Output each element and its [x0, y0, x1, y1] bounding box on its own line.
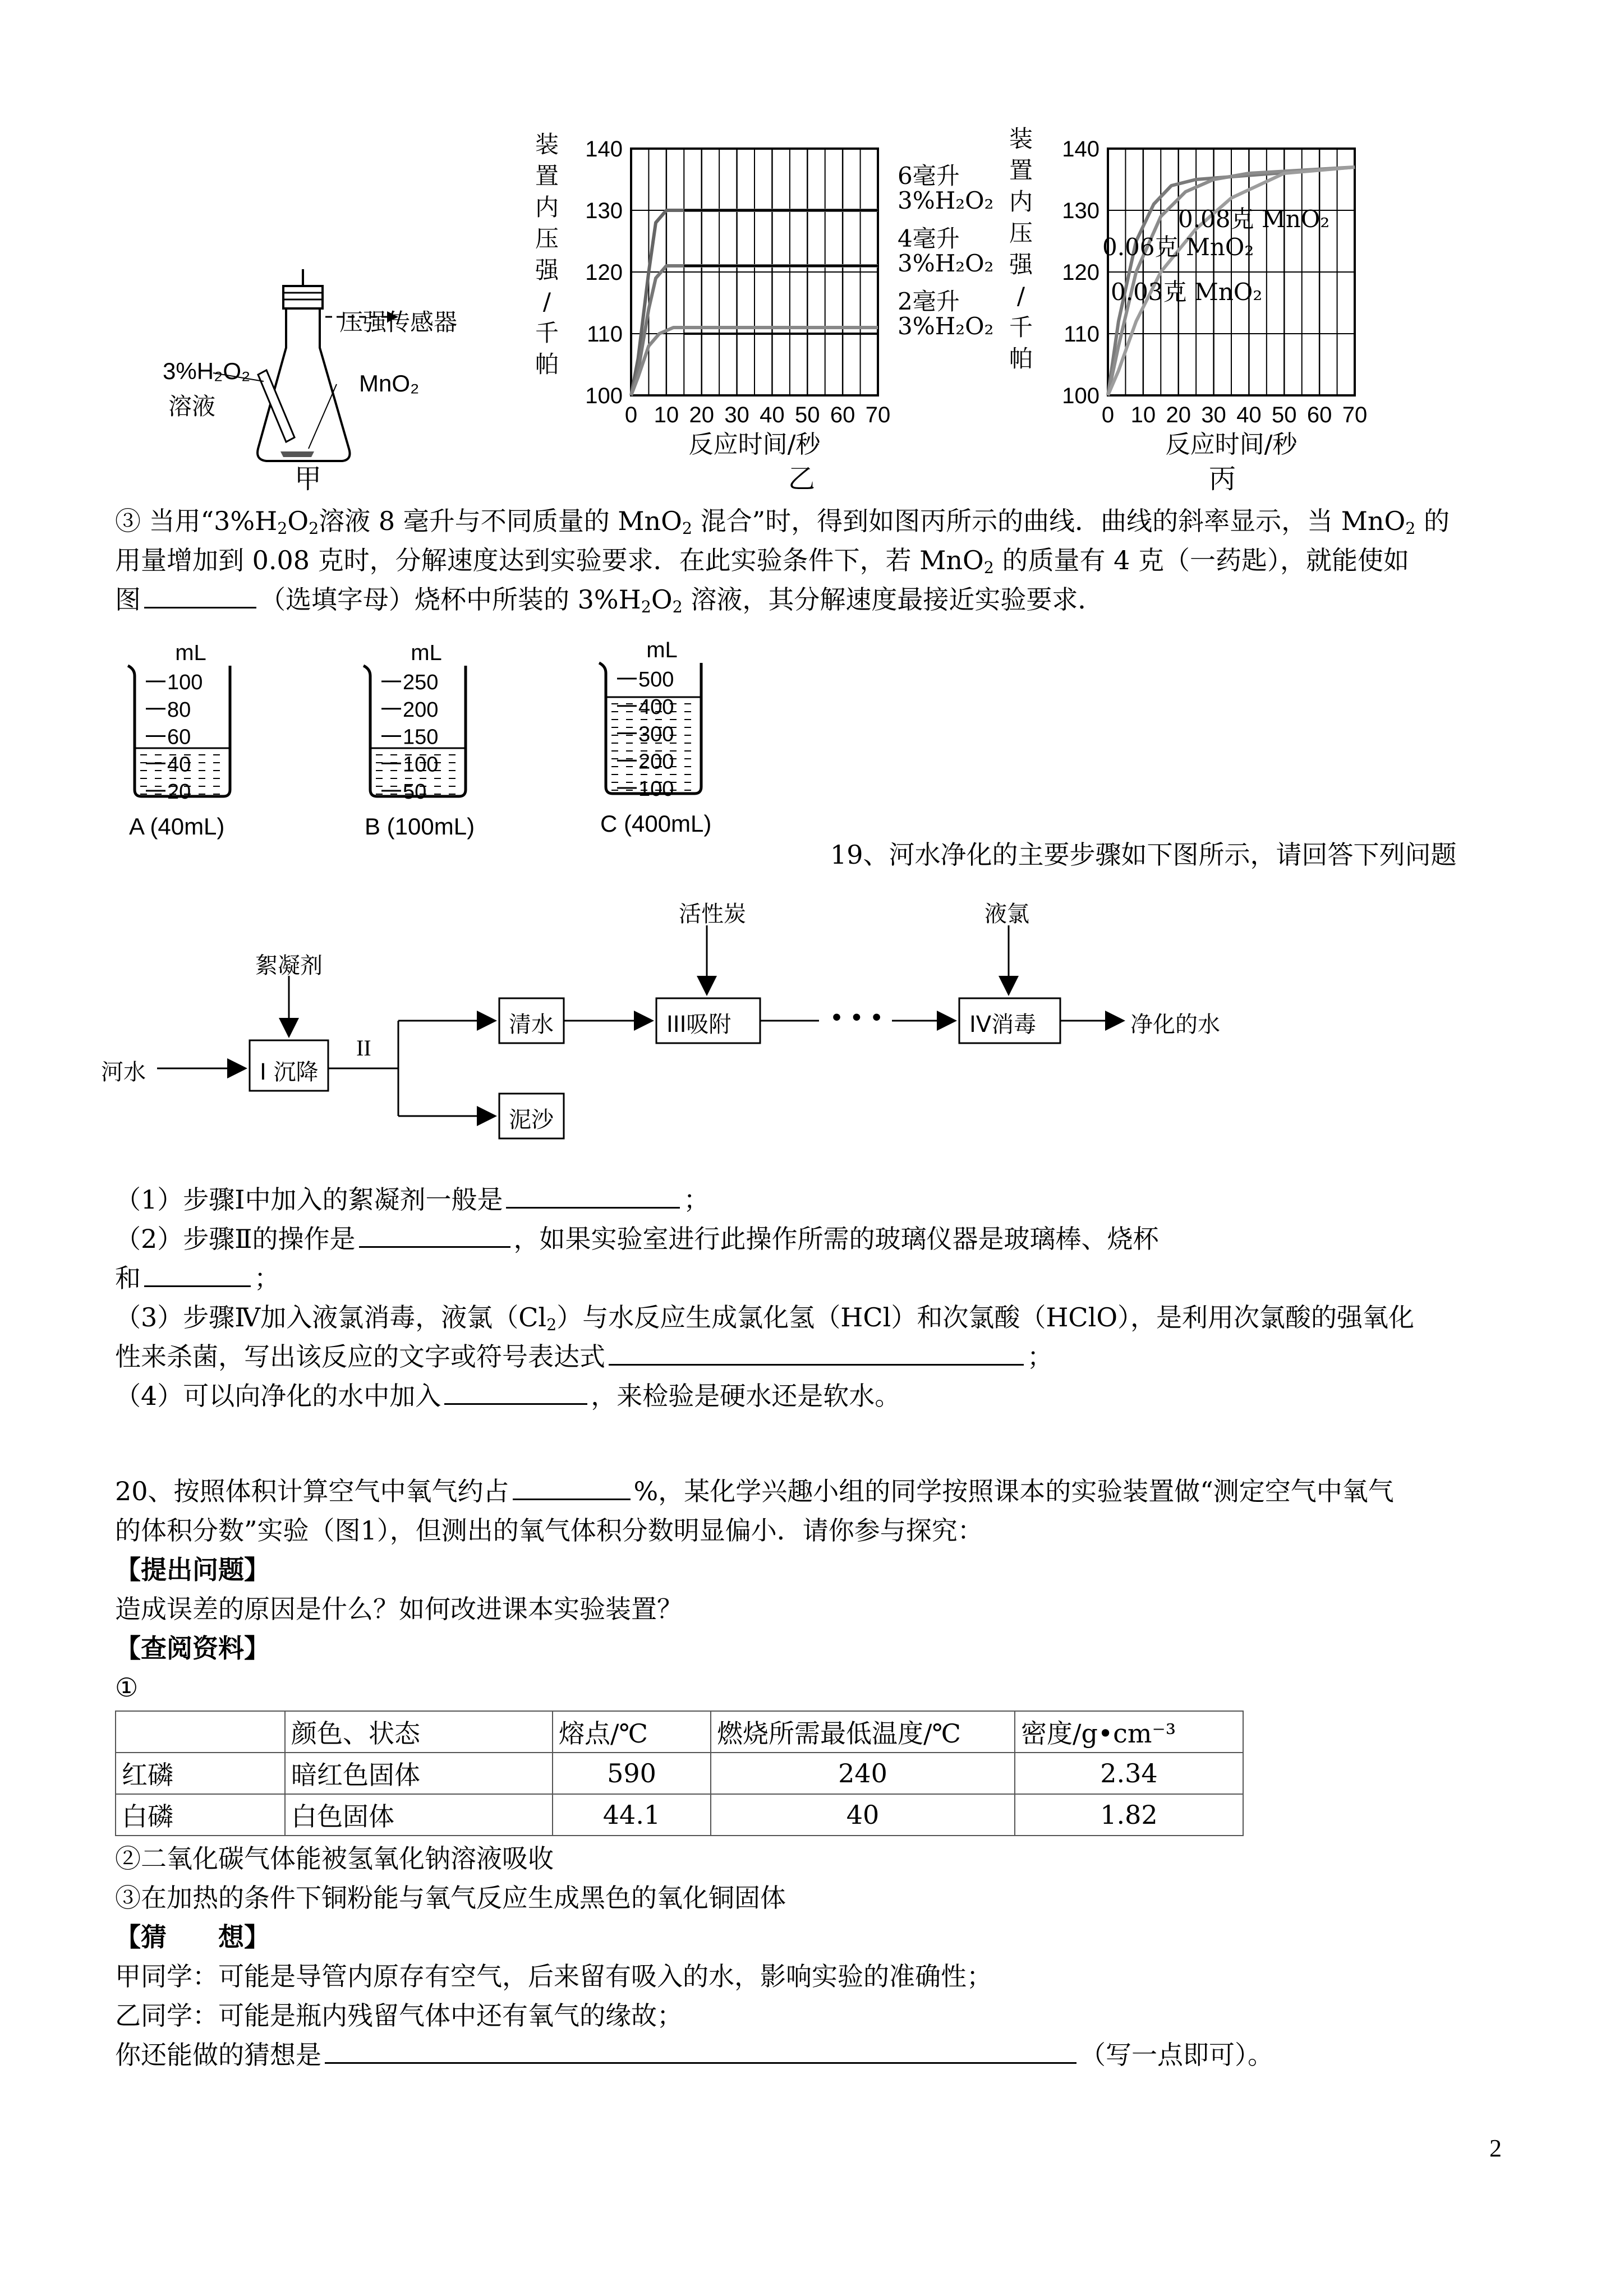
table-header: 密度/g•cm⁻³	[1015, 1711, 1243, 1753]
q19-2-text-b: ，如果实验室进行此操作所需的玻璃仪器是玻璃棒、烧杯	[513, 1224, 1159, 1254]
q20-guess-c-end: （写一点即可）。	[1080, 2040, 1273, 2070]
beaker-drawing	[595, 634, 819, 847]
q19-2-cont	[115, 1259, 280, 1297]
q19-3-end: ；	[1027, 1341, 1053, 1372]
beaker-tick-label: 200	[403, 698, 439, 722]
q19-4-text: （4）可以向净化的水中加入	[115, 1381, 441, 1411]
q19-2-blank-2[interactable]	[144, 1260, 251, 1287]
q20-line1-a: 20、按照体积计算空气中氧气约占	[115, 1476, 509, 1506]
q19-title: 19、河水净化的主要步骤如下图所示，请回答下列问题	[830, 840, 1457, 870]
table-cell: 44.1	[553, 1794, 711, 1836]
beaker-caption: C (400mL)	[600, 810, 712, 837]
q19-3-blank[interactable]	[609, 1338, 1024, 1366]
chart-bing-ylabel	[1007, 123, 1035, 375]
beaker-tick-label: 80	[167, 698, 191, 722]
x-tick-label: 60	[1306, 403, 1332, 427]
beaker-drawing	[359, 645, 583, 847]
beaker-tick-label: 20	[167, 780, 191, 804]
table-cell: 暗红色固体	[285, 1753, 553, 1794]
table-header: 颜色、状态	[285, 1711, 553, 1753]
q19-3-line2	[115, 1338, 1053, 1376]
beaker-tick-label: 60	[167, 725, 191, 749]
y-axis-label-char: 帕	[535, 351, 559, 378]
chart-yi-caption: 乙	[788, 464, 816, 494]
phosphorus-table	[115, 1711, 1244, 1836]
q20-line1	[115, 1472, 1394, 1510]
series-label: 3%H₂O₂	[898, 187, 994, 214]
q19-2-blank[interactable]	[359, 1220, 510, 1248]
table-cell: 白色固体	[285, 1794, 553, 1836]
y-axis-label-char: 置	[1009, 156, 1033, 184]
y-axis-label-char: 压	[535, 225, 559, 252]
y-tick-label: 100	[1062, 384, 1099, 408]
x-tick-label: 30	[1201, 403, 1226, 427]
q20-heading-guess: 【猜 想】	[115, 1922, 270, 1952]
x-tick-label: 40	[760, 403, 785, 427]
q19-1-blank[interactable]	[506, 1181, 680, 1209]
q20-guess-a: 甲同学：可能是导管内原存有空气，后来留有吸入的水，影响实验的准确性；	[115, 1961, 992, 1991]
q19-1	[115, 1181, 709, 1219]
q19-2-end: ；	[254, 1263, 280, 1293]
q19-2-text-c: 和	[115, 1263, 141, 1293]
x-tick-label: 20	[689, 403, 714, 427]
y-axis-label-char: 压	[1009, 219, 1033, 247]
q20-guess-c-text: 你还能做的猜想是	[115, 2040, 321, 2070]
q20-percent-blank[interactable]	[513, 1473, 631, 1500]
chart-bing	[1038, 129, 1531, 465]
flow-output: 净化的水	[1130, 1012, 1220, 1038]
page-number: 2	[1489, 2134, 1502, 2162]
beaker-tick-label: 100	[167, 671, 203, 694]
q19-4-end: ，来检验是硬水还是软水。	[591, 1381, 901, 1411]
series-label: 2毫升	[898, 288, 960, 315]
q19-2	[115, 1220, 1159, 1258]
x-tick-label: 30	[724, 403, 749, 427]
beaker-unit: mL	[646, 638, 678, 662]
beaker-c	[595, 634, 819, 847]
q19-2-text: （2）步骤Ⅱ的操作是	[115, 1224, 356, 1254]
y-tick-label: 100	[585, 384, 623, 408]
beaker-unit: mL	[175, 645, 206, 665]
q20-heading-question: 【提出问题】	[115, 1555, 270, 1585]
q20-info3: ③在加热的条件下铜粉能与氧气反应生成黑色的氧化铜固体	[115, 1883, 786, 1913]
table-cell: 白磷	[116, 1794, 285, 1836]
chart-yi	[561, 129, 1010, 465]
q19-3-line1: （3）步骤Ⅳ加入液氯消毒，液氯$(Cl_2)$与水反应生成氯化氢（HCl）和次氯酸（HClO），是利用次氯酸的强氧化	[115, 1302, 1415, 1335]
y-tick-label: 130	[585, 199, 623, 223]
flow-step1: I 沉降	[260, 1059, 319, 1085]
y-axis-label-char: 置	[535, 162, 559, 190]
y-tick-label: 120	[585, 260, 623, 285]
y-axis-label-char: 内	[535, 193, 559, 221]
x-axis-label: 反应时间/秒	[688, 430, 821, 459]
y-tick-label: 120	[1062, 260, 1099, 285]
table-cell: 240	[711, 1753, 1015, 1794]
table-cell: 40	[711, 1794, 1015, 1836]
y-tick-label: 140	[1062, 137, 1099, 162]
solution-label-1: 3%H₂O₂	[163, 358, 251, 384]
table-cell: 红磷	[116, 1753, 285, 1794]
series-label: 0.08克 MnO₂	[1178, 205, 1330, 233]
table-row	[116, 1794, 1243, 1836]
beaker-caption: A (40mL)	[129, 813, 225, 840]
q18-line3-a: 图	[115, 584, 141, 615]
q19-4-blank[interactable]	[444, 1377, 587, 1405]
x-tick-label: 0	[1101, 403, 1115, 427]
beaker-tick-label: 250	[403, 671, 439, 694]
x-tick-label: 70	[865, 403, 891, 427]
q20-guess-c	[115, 2036, 1273, 2074]
y-axis-label-char: 千	[1009, 313, 1033, 341]
q18-answer-blank[interactable]	[144, 581, 256, 608]
y-tick-label: 130	[1062, 199, 1099, 223]
x-tick-label: 50	[795, 403, 820, 427]
q19-1-end: ；	[683, 1184, 710, 1215]
q20-guess-blank[interactable]	[325, 2036, 1076, 2064]
beaker-tick-label: 200	[638, 750, 674, 774]
beaker-b	[359, 645, 583, 847]
q19-3-text: 性来杀菌，写出该反应的文字或符号表达式	[115, 1341, 605, 1372]
chart-yi-ylabel	[533, 129, 561, 380]
series-label: 6毫升	[898, 162, 960, 190]
beaker-tick-label: 50	[403, 780, 427, 804]
beaker-caption: B (100mL)	[365, 813, 475, 840]
x-tick-label: 50	[1272, 403, 1297, 427]
q20-guess-b: 乙同学：可能是瓶内残留气体中还有氧气的缘故；	[115, 2000, 683, 2031]
x-tick-label: 40	[1236, 403, 1262, 427]
table-row	[116, 1753, 1243, 1794]
table-header: 燃烧所需最低温度/℃	[711, 1711, 1015, 1753]
chart-yi-ylabel-chars	[533, 129, 561, 380]
beaker-tick-label: 500	[638, 668, 674, 691]
x-tick-label: 60	[830, 403, 855, 427]
series-label: 3%H₂O₂	[898, 312, 994, 340]
q18-line3-b: （选填字母）烧杯中所装的 $3\%H_2O_2$ 溶液，其分解速度最接近实验要求．	[260, 584, 1104, 617]
flow-river: 河水	[101, 1059, 146, 1085]
y-axis-label-char: 装	[1009, 125, 1033, 153]
flow-clear: 清水	[509, 1012, 554, 1038]
y-axis-label-char: /	[1016, 282, 1025, 310]
beaker-unit: mL	[411, 645, 442, 665]
q19-4	[115, 1377, 900, 1415]
q18-line1: ③ 当用“$3\%H_2O_2$溶液 8 毫升与不同质量的 MnO$_2$ 混合”时，得到如图丙所示的曲线．曲线的斜率显示，当 MnO$_2$ 的	[115, 506, 1450, 538]
q20-heading-info: 【查阅资料】	[115, 1633, 270, 1663]
q18-line3	[115, 580, 1103, 626]
y-axis-label-char: 强	[1009, 251, 1033, 278]
flow-step3: III吸附	[666, 1012, 732, 1038]
table-cell: 590	[553, 1753, 711, 1794]
series-label: 3%H₂O₂	[898, 250, 994, 277]
q20-line1-b: %，某化学兴趣小组的同学按照课本的实验装置做“测定空气中氧气	[633, 1476, 1394, 1506]
q20-info2: ②二氧化碳气体能被氢氧化钠溶液吸收	[115, 1843, 554, 1874]
beaker-tick-label: 400	[638, 695, 674, 719]
beaker-tick-label: 40	[167, 753, 191, 777]
table-header: 熔点/℃	[553, 1711, 711, 1753]
x-tick-label: 0	[624, 403, 638, 427]
apparatus-caption: 甲	[295, 464, 322, 494]
y-axis-label-char: 内	[1009, 188, 1033, 215]
series-label: 4毫升	[898, 225, 960, 252]
y-tick-label: 110	[1064, 322, 1099, 347]
q19-1-text: （1）步骤Ⅰ中加入的絮凝剂一般是	[115, 1184, 503, 1215]
table-cell: 1.82	[1015, 1794, 1243, 1836]
beaker-a	[123, 645, 348, 847]
q18-line2: 用量增加到 0.08 克时，分解速度达到实验要求．在此实验条件下，若 MnO$_2$ 的质量有 4 克（一药匙），就能使如	[115, 545, 1410, 578]
y-axis-label-char: 千	[535, 319, 559, 347]
y-axis-label-char: /	[542, 288, 551, 315]
x-tick-label: 20	[1166, 403, 1191, 427]
x-tick-label: 10	[1130, 403, 1156, 427]
y-axis-label-char: 装	[535, 131, 559, 158]
flow-flocculant: 絮凝剂	[255, 953, 323, 979]
q20-info1-mark: ①	[115, 1672, 139, 1703]
beaker-tick-label: 300	[638, 722, 674, 746]
chart-bing-ylabel-chars	[1007, 123, 1035, 375]
solution-label-2: 溶液	[168, 393, 216, 419]
flow-dots: • • •	[830, 1007, 884, 1030]
table-header-row	[116, 1711, 1243, 1753]
q20-question: 造成误差的原因是什么？如何改进课本实验装置？	[115, 1594, 683, 1624]
y-tick-label: 140	[585, 137, 623, 162]
x-axis-label: 反应时间/秒	[1165, 430, 1298, 459]
catalyst-label: MnO₂	[359, 370, 420, 397]
series-label: 0.06克 MnO₂	[1102, 233, 1254, 261]
flow-step4: IV消毒	[969, 1012, 1037, 1038]
beaker-drawing	[123, 645, 348, 847]
y-axis-label-char: 强	[535, 256, 559, 284]
y-axis-label-char: 帕	[1009, 345, 1033, 372]
x-tick-label: 70	[1342, 403, 1368, 427]
y-tick-label: 110	[587, 322, 623, 347]
q20-line2: 的体积分数”实验（图1），但测出的氧气体积分数明显偏小．请你参与探究：	[115, 1515, 983, 1546]
sensor-label: 压强传感器	[339, 309, 458, 335]
chart-bing-caption: 丙	[1209, 464, 1236, 494]
beaker-tick-label: 100	[403, 753, 439, 777]
series-label: 0.03克 MnO₂	[1111, 278, 1263, 306]
beaker-tick-label: 100	[638, 777, 674, 801]
flow-step2: II	[356, 1035, 371, 1061]
flow-carbon: 活性炭	[679, 901, 746, 927]
table-cell: 2.34	[1015, 1753, 1243, 1794]
flow-sand: 泥沙	[509, 1107, 554, 1133]
x-tick-label: 10	[654, 403, 679, 427]
beaker-tick-label: 150	[403, 725, 439, 749]
table-header	[116, 1711, 285, 1753]
flow-chlorine: 液氯	[984, 901, 1029, 927]
